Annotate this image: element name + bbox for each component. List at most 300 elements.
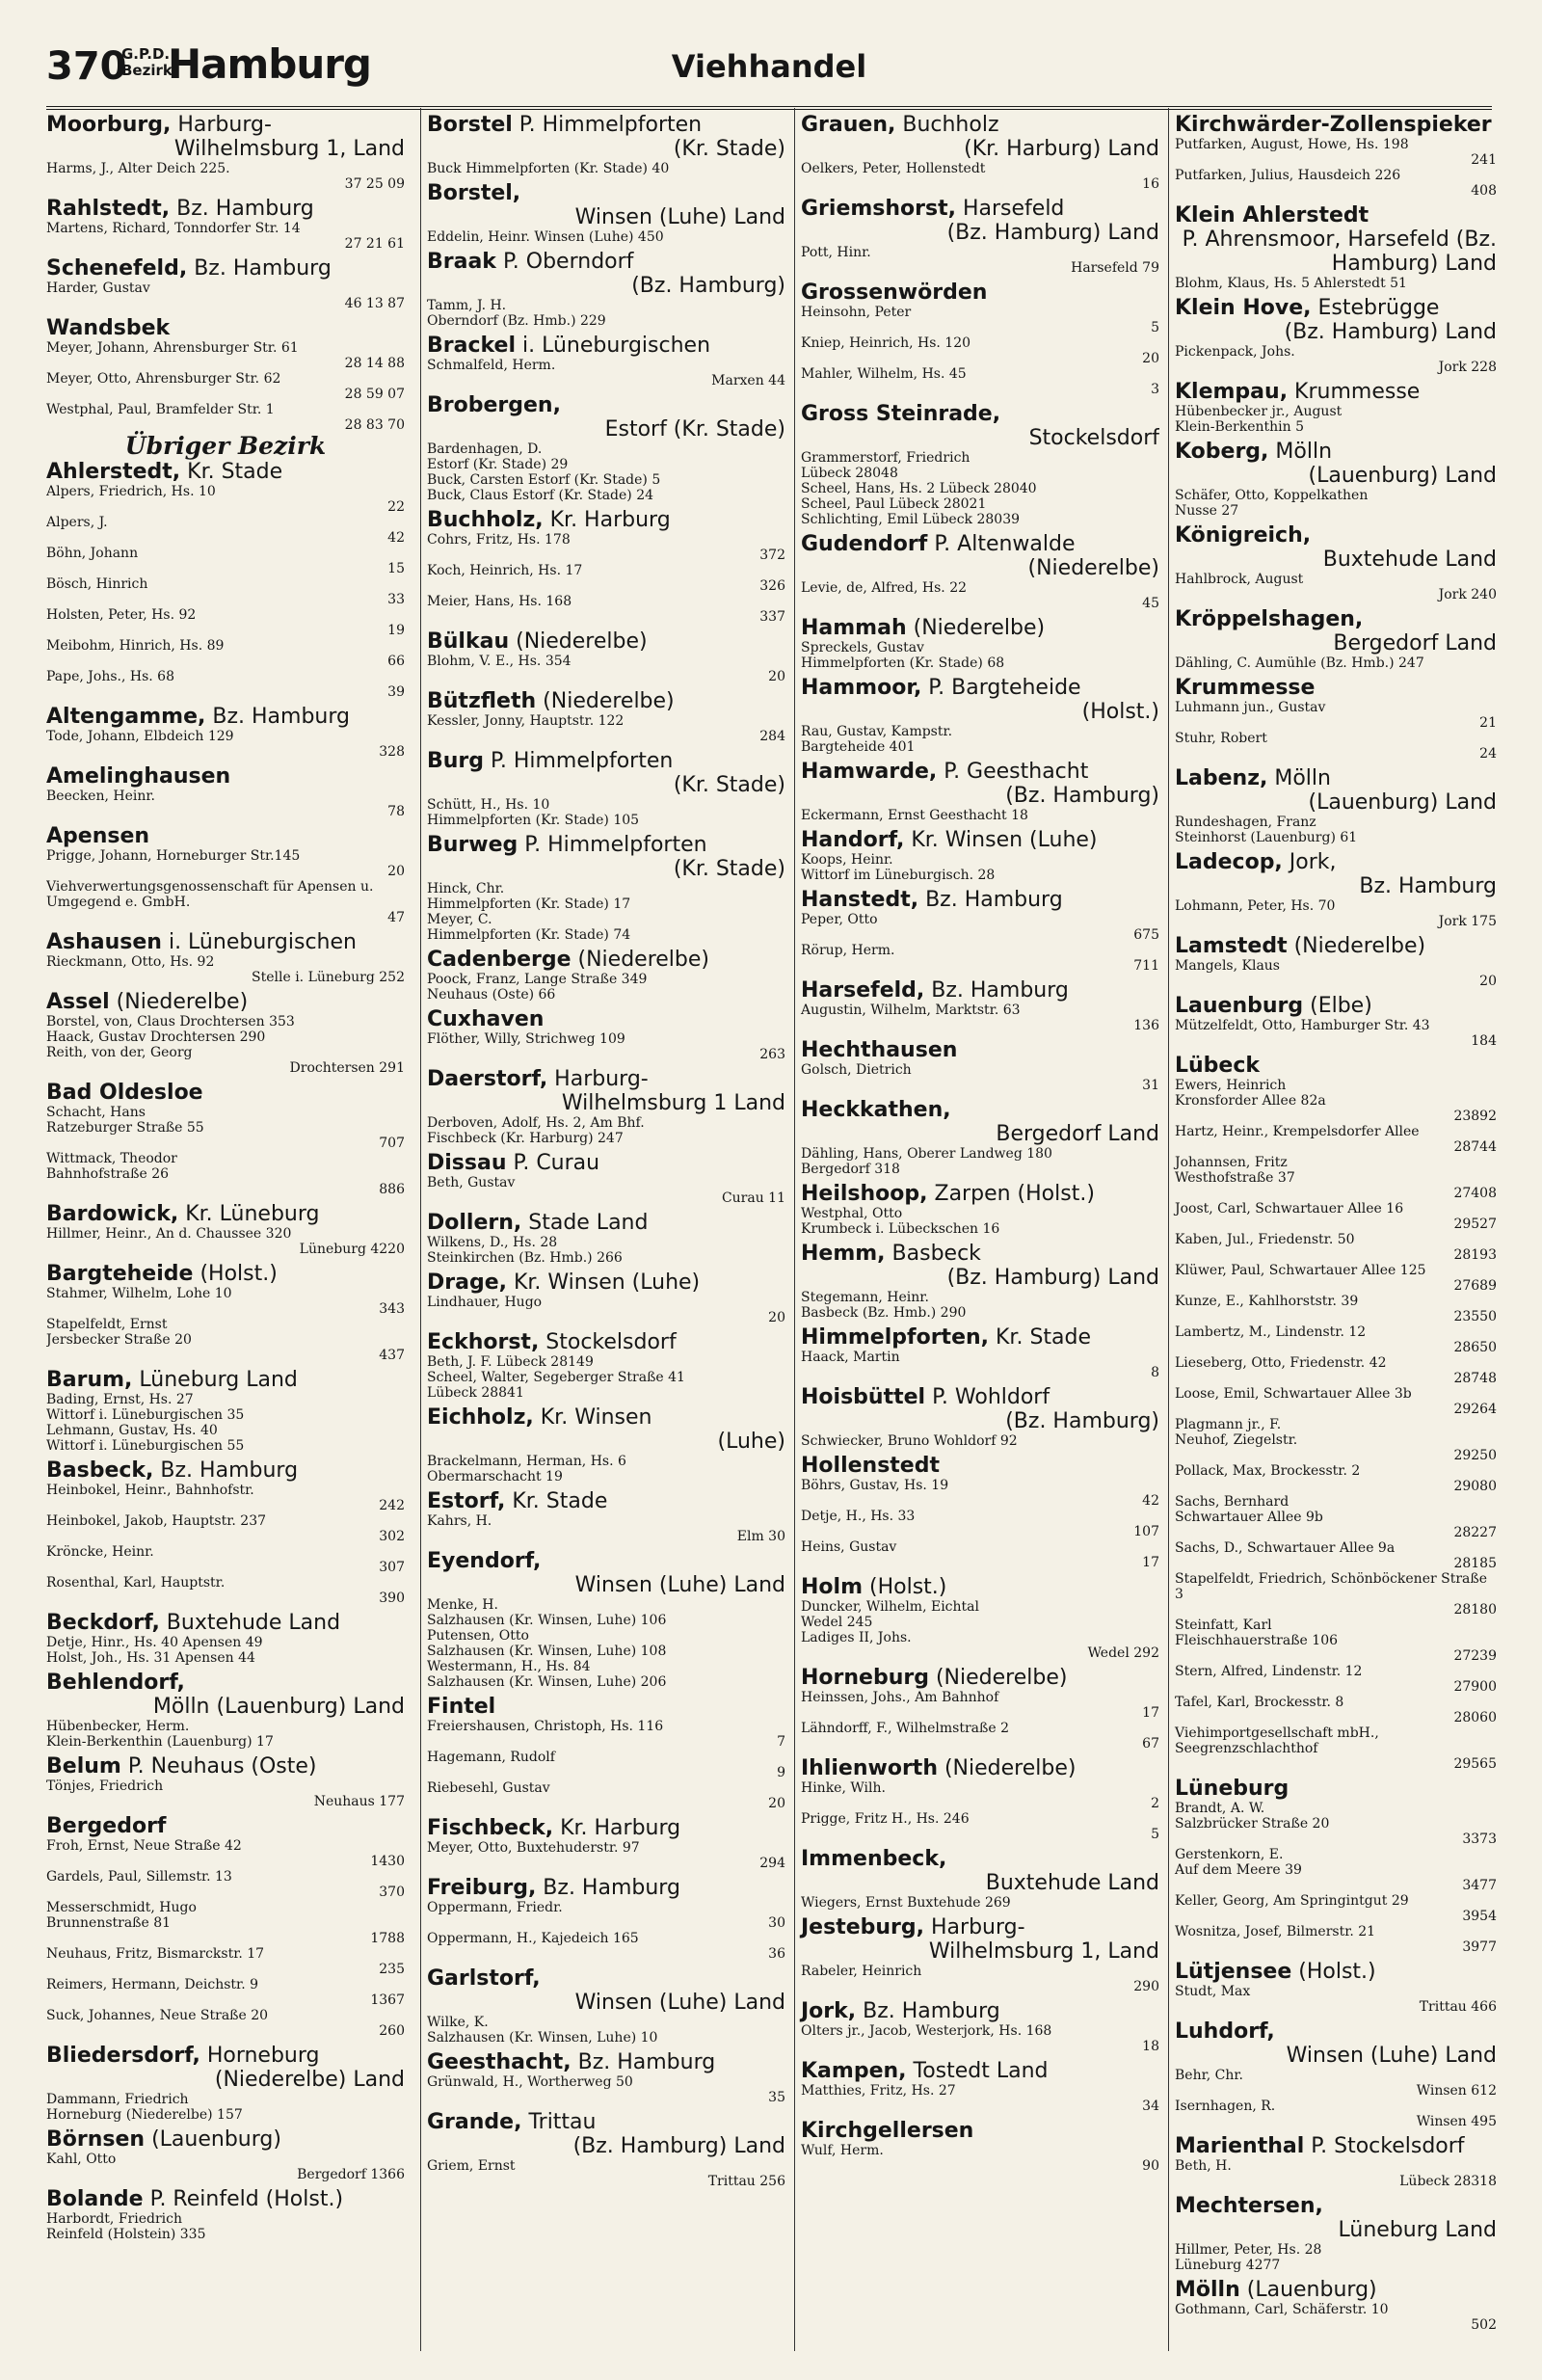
place-heading	[801, 1999, 1159, 2023]
place-name: Lauenburg	[1175, 994, 1304, 1018]
listing-entry	[46, 1286, 405, 1317]
entry-text: Himmelpforten (Kr. Stade) 68	[801, 655, 1005, 671]
entry-phone: 28748	[1453, 1371, 1497, 1386]
place-name: Kirchwärder-Zollenspieker	[1175, 113, 1492, 137]
place-name: Lütjensee	[1175, 1960, 1292, 1984]
place-location-continued: (Kr. Harburg) Land	[964, 137, 1159, 161]
place-heading	[427, 629, 785, 654]
entry-text: Buck, Claus Estorf (Kr. Stade) 24	[427, 488, 654, 503]
listing-entry	[46, 607, 405, 638]
entry-text: Haack, Martin	[801, 1350, 900, 1365]
entry-text: Koops, Heinr.	[801, 852, 893, 868]
entry-phone: 20	[1142, 351, 1159, 366]
listing-entry	[46, 1869, 405, 1900]
place-name: Handorf,	[801, 828, 905, 852]
entry-text: Froh, Ernst, Neue Straße 42	[46, 1837, 242, 1854]
entry-phone: 42	[387, 529, 405, 546]
listing-entry	[801, 1964, 1159, 1994]
entry-text: Pickenpack, Johs.	[1175, 344, 1295, 360]
entry-phone: 3	[1151, 382, 1159, 397]
entry-text: Tönjes, Friedrich	[46, 1778, 164, 1794]
listing-entry	[801, 2083, 1159, 2114]
column-3	[794, 108, 1159, 2351]
entry-text: Ewers, Heinrich	[1175, 1078, 1287, 1093]
listing-entry	[801, 1630, 1159, 1661]
place-name: Barum,	[46, 1367, 133, 1392]
entry-phone: 260	[379, 2022, 405, 2039]
listing-entry	[801, 2023, 1159, 2054]
entry-phone: 29527	[1453, 1217, 1497, 1232]
place-heading	[801, 1756, 1159, 1780]
entry-phone: 30	[768, 1915, 785, 1931]
place-location: (Holst.)	[1291, 1960, 1376, 1984]
place-heading	[1175, 766, 1497, 815]
entry-text: Salzbrücker Straße 20	[1175, 1816, 1330, 1832]
entry-text: Rörup, Herm.	[801, 943, 895, 958]
entry-phone: 27239	[1453, 1648, 1497, 1664]
listing-entry	[1175, 276, 1497, 291]
place-name: Apensen	[46, 823, 150, 848]
place-location: Trittau	[521, 2110, 597, 2134]
place-location: (Niederelbe)	[509, 629, 648, 654]
place-heading	[1175, 2194, 1497, 2242]
listing-entry	[427, 987, 785, 1003]
entry-phone: 502	[1471, 2317, 1497, 2333]
listing-entry	[1175, 419, 1497, 435]
entry-phone: 33	[387, 591, 405, 607]
listing-entry	[1175, 1816, 1497, 1847]
place-location-continued: Lüneburg Land	[1338, 2218, 1497, 2242]
place-name: Luhdorf,	[1175, 2019, 1275, 2044]
listing-entry	[46, 1120, 405, 1151]
place-location: P. Himmelpforten	[484, 749, 674, 773]
place-heading	[46, 764, 405, 789]
entry-text: Böhrs, Gustav, Hs. 19	[801, 1478, 949, 1493]
place-name: Bardowick,	[46, 1201, 179, 1226]
place-name: Grauen,	[801, 113, 896, 137]
entry-text: Mahler, Wilhelm, Hs. 45	[801, 366, 967, 382]
entry-text: Harbordt, Friedrich	[46, 2210, 182, 2227]
entry-text: Isernhagen, R.	[1175, 2099, 1276, 2114]
entry-phone: 284	[759, 729, 785, 744]
entry-text: Heinssen, Johs., Am Bahnhof	[801, 1690, 999, 1705]
place-location: Kr. Lüneburg	[178, 1201, 320, 1226]
entry-phone: Trittau 466	[1419, 1999, 1497, 2015]
place-heading	[801, 978, 1159, 1003]
place-name: Jork,	[801, 1999, 857, 2023]
listing-entry	[1175, 344, 1497, 375]
listing-entry	[427, 2015, 785, 2030]
listing-entry	[46, 638, 405, 669]
entry-phone: 27 21 61	[344, 236, 405, 252]
entry-text: Rabeler, Heinrich	[801, 1964, 922, 1979]
entry-phone: Wedel 292	[1087, 1645, 1159, 1661]
entry-phone: 28 14 88	[344, 356, 405, 371]
place-heading	[46, 1611, 405, 1635]
listing-entry	[1175, 700, 1497, 731]
place-heading	[801, 1915, 1159, 1964]
entry-phone: 31	[1142, 1078, 1159, 1093]
place-name: Wandsbek	[46, 316, 171, 340]
entry-text: Stahmer, Wilhelm, Lohe 10	[46, 1285, 232, 1301]
entry-text: Luhmann jun., Gustav	[1175, 700, 1326, 715]
listing-entry	[801, 1690, 1159, 1721]
place-name: Buchholz,	[427, 508, 544, 532]
listing-entry	[1175, 1862, 1497, 1893]
entry-phone: 307	[379, 1559, 405, 1575]
place-heading	[801, 197, 1159, 245]
listing-entry	[801, 512, 1159, 527]
entry-text: Mangels, Klaus	[1175, 958, 1280, 974]
place-heading	[427, 1549, 785, 1597]
listing-entry	[46, 729, 405, 760]
entry-text: Kahrs, H.	[427, 1513, 492, 1529]
place-location: Buxtehude Land	[159, 1610, 341, 1635]
entry-text: Joost, Carl, Schwartauer Allee 16	[1175, 1201, 1404, 1217]
entry-phone: Curau 11	[721, 1190, 785, 1206]
entry-phone: 28650	[1453, 1340, 1497, 1355]
entry-text: Dähling, Hans, Oberer Landweg 180	[801, 1146, 1052, 1162]
listing-entry	[1175, 2099, 1497, 2129]
entry-text: Auf dem Meere 39	[1175, 1862, 1302, 1878]
place-location: (Lauenburg)	[145, 2126, 281, 2152]
listing-entry	[801, 245, 1159, 276]
place-heading	[427, 948, 785, 972]
entry-phone: 20	[1479, 974, 1497, 989]
entry-text: Lüneburg 4277	[1175, 2258, 1281, 2273]
listing-entry	[1175, 1018, 1497, 1049]
place-location: Basbeck	[885, 1242, 981, 1266]
place-location-continued: Mölln (Lauenburg) Land	[152, 1694, 405, 1719]
entry-phone: 28 59 07	[344, 387, 405, 402]
entry-phone: 8	[1151, 1365, 1159, 1380]
listing-entry	[427, 1454, 785, 1469]
entry-text: Hübenbecker, Herm.	[46, 1718, 190, 1734]
entry-text: Dähling, C. Aumühle (Bz. Hmb.) 247	[1175, 655, 1424, 671]
entry-text: Westphal, Paul, Bramfelder Str. 1	[46, 402, 275, 417]
entry-phone: 263	[759, 1047, 785, 1062]
entry-text: Alpers, Friedrich, Hs. 10	[46, 483, 216, 499]
place-name: Bülkau	[427, 629, 510, 654]
columns	[46, 108, 1497, 2351]
place-heading	[46, 256, 405, 281]
place-name: Ladecop,	[1175, 850, 1283, 874]
entry-phone: 675	[1133, 927, 1159, 943]
entry-phone: 711	[1133, 958, 1159, 974]
entry-text: Haack, Gustav Drochtersen 290	[46, 1029, 266, 1045]
entry-phone: 241	[1471, 152, 1497, 168]
entry-phone: 3954	[1462, 1909, 1497, 1924]
listing-entry	[427, 229, 785, 245]
listing-entry	[1175, 1201, 1497, 1232]
listing-entry	[427, 1840, 785, 1871]
listing-entry	[1175, 2242, 1497, 2258]
listing-entry	[427, 1295, 785, 1325]
entry-text: Ratzeburger Straße 55	[46, 1119, 204, 1136]
header-abbr-top: G.P.D.	[121, 45, 171, 63]
place-heading	[801, 1182, 1159, 1206]
place-location: Harburg-	[547, 1067, 649, 1091]
place-heading	[1175, 676, 1497, 700]
listing-entry	[1175, 731, 1497, 762]
listing-entry	[427, 313, 785, 329]
place-heading	[427, 181, 785, 229]
entry-phone: 28227	[1453, 1525, 1497, 1540]
entry-text: Beth, Gustav	[427, 1175, 516, 1190]
entry-phone: 326	[759, 578, 785, 594]
entry-phone: 39	[387, 683, 405, 700]
place-location-continued: (Luhe)	[717, 1430, 785, 1454]
place-heading	[46, 113, 405, 161]
place-location-continued: Winsen (Luhe) Land	[574, 1573, 785, 1597]
entry-phone: 337	[759, 609, 785, 625]
entry-phone: 67	[1142, 1736, 1159, 1752]
listing-entry	[46, 1045, 405, 1076]
place-heading	[427, 1270, 785, 1295]
entry-text: Salzhausen (Kr. Winsen, Luhe) 108	[427, 1644, 667, 1659]
entry-text: Messerschmidt, Hugo	[46, 1899, 197, 1915]
place-location-continued: (Holst.)	[1081, 700, 1159, 724]
entry-text: Wilke, K.	[427, 2015, 489, 2030]
entry-text: Putfarken, August, Howe, Hs. 198	[1175, 137, 1409, 152]
listing-entry	[801, 1146, 1159, 1162]
entry-text: Hartz, Heinr., Krempelsdorfer Allee	[1175, 1124, 1420, 1139]
place-location: i. Lüneburgischen	[516, 334, 711, 358]
entry-text: Beth, H.	[1175, 2158, 1232, 2174]
entry-text: Johannsen, Fritz	[1175, 1155, 1288, 1170]
listing-entry	[1175, 1124, 1497, 1155]
entry-text: Mützelfeldt, Otto, Hamburger Str. 43	[1175, 1018, 1430, 1033]
place-name: Daerstorf,	[427, 1067, 548, 1091]
place-location-continued: (Bz. Hamburg) Land	[572, 2134, 785, 2158]
listing-entry	[427, 1031, 785, 1062]
place-name: Borstel	[427, 113, 513, 137]
entry-text: Blohm, V. E., Hs. 354	[427, 654, 572, 669]
entry-phone: 390	[379, 1590, 405, 1606]
listing-entry	[427, 1235, 785, 1250]
place-heading	[801, 113, 1159, 161]
entry-text: Detje, H., Hs. 33	[801, 1509, 916, 1524]
listing-entry	[801, 1539, 1159, 1570]
place-location: (Niederelbe)	[906, 616, 1046, 640]
place-name: Marienthal	[1175, 2134, 1305, 2158]
entry-text: Oelkers, Peter, Hollenstedt	[801, 161, 986, 176]
entry-text: Plagmann jr., F.	[1175, 1417, 1282, 1432]
entry-text: Griem, Ernst	[427, 2158, 516, 2174]
listing-entry	[801, 366, 1159, 397]
listing-entry	[46, 1030, 405, 1045]
entry-text: Lindhauer, Hugo	[427, 1295, 543, 1310]
column-2	[420, 108, 785, 2351]
listing-entry	[801, 335, 1159, 366]
listing-entry	[46, 340, 405, 371]
entry-phone: 29080	[1453, 1479, 1497, 1494]
place-location: (Elbe)	[1303, 994, 1372, 1018]
place-location-continued: Wilhelmsburg 1, Land	[928, 1939, 1159, 1964]
listing-entry	[427, 912, 785, 927]
entry-phone: 23550	[1453, 1309, 1497, 1324]
place-heading	[427, 1330, 785, 1354]
place-heading	[801, 1454, 1159, 1478]
entry-phone: Lübeck 28318	[1399, 2174, 1497, 2189]
entry-phone: Jork 175	[1438, 914, 1497, 929]
entry-phone: 328	[379, 743, 405, 760]
listing-entry	[46, 1438, 405, 1454]
place-name: Bützfleth	[427, 689, 537, 713]
listing-entry	[1175, 1725, 1497, 1772]
listing-entry	[46, 1166, 405, 1197]
place-location: Bz. Hamburg	[205, 704, 350, 729]
listing-entry	[801, 1478, 1159, 1509]
entry-text: Prigge, Fritz H., Hs. 246	[801, 1811, 970, 1827]
entry-text: Matthies, Fritz, Hs. 27	[801, 2083, 956, 2099]
listing-entry	[46, 281, 405, 311]
place-heading	[46, 705, 405, 729]
entry-text: Rosenthal, Karl, Hauptstr.	[46, 1574, 226, 1591]
entry-phone: 370	[379, 1884, 405, 1900]
listing-entry	[801, 852, 1159, 868]
entry-text: Viehverwertungsgenossenschaft für Apensen u. Umgegend e. GmbH.	[46, 878, 374, 910]
place-location-continued: Winsen (Luhe) Land	[1286, 2044, 1497, 2068]
listing-entry	[427, 2030, 785, 2046]
place-location: Krummesse	[1288, 380, 1421, 404]
listing-entry	[801, 1350, 1159, 1380]
entry-phone: 22	[387, 498, 405, 515]
place-location: Lüneburg Land	[132, 1367, 298, 1392]
entry-text: Wosnitza, Josef, Bilmerstr. 21	[1175, 1924, 1376, 1939]
place-name: Immenbeck,	[801, 1847, 947, 1871]
entry-text: Westphal, Otto	[801, 1206, 903, 1221]
place-location-continued: Bergedorf Land	[1333, 631, 1497, 655]
column-4	[1168, 108, 1497, 2351]
listing-entry	[427, 1719, 785, 1750]
entry-text: Wedel 245	[801, 1615, 873, 1630]
listing-entry	[427, 358, 785, 388]
listing-entry	[427, 1370, 785, 1385]
listing-entry	[46, 1635, 405, 1650]
listing-entry	[1175, 137, 1497, 168]
entry-phone: 29250	[1453, 1448, 1497, 1463]
entry-phone: 3477	[1462, 1878, 1497, 1893]
place-name: Assel	[46, 989, 110, 1014]
entry-text: Schütt, H., Hs. 10	[427, 797, 550, 813]
place-location-continued: (Niederelbe)	[1027, 556, 1159, 580]
entry-phone: 24	[1479, 746, 1497, 762]
listing-entry	[427, 972, 785, 987]
entry-text: Lehmann, Gustav, Hs. 40	[46, 1422, 218, 1438]
entry-text: Lübeck 28841	[427, 1385, 524, 1401]
entry-phone: 27900	[1453, 1679, 1497, 1695]
place-name: Bargteheide	[46, 1261, 194, 1286]
listing-entry	[46, 2152, 405, 2182]
listing-entry	[46, 402, 405, 433]
place-heading	[801, 1242, 1159, 1290]
entry-text: Wittorf im Lüneburgisch. 28	[801, 868, 996, 883]
entry-phone: 136	[1133, 1018, 1159, 1033]
place-location: P. Altenwalde	[927, 532, 1076, 556]
place-location-continued: Bergedorf Land	[996, 1122, 1159, 1146]
place-heading	[427, 250, 785, 298]
listing-entry	[1175, 958, 1497, 989]
place-heading	[801, 828, 1159, 852]
listing-entry	[801, 450, 1159, 466]
column-1	[46, 108, 405, 2351]
listing-entry	[427, 813, 785, 828]
entry-text: Loose, Emil, Schwartauer Allee 3b	[1175, 1386, 1412, 1402]
place-location: Bz. Hamburg	[571, 2050, 716, 2074]
place-name: Dollern,	[427, 1211, 522, 1235]
place-location: Bz. Hamburg	[170, 197, 314, 221]
place-location: (Holst.)	[193, 1261, 278, 1286]
listing-entry	[46, 669, 405, 700]
place-location: Bz. Hamburg	[187, 256, 332, 281]
listing-entry	[46, 1483, 405, 1513]
entry-text: Meyer, Johann, Ahrensburger Str. 61	[46, 340, 299, 356]
entry-phone: 3373	[1462, 1832, 1497, 1847]
listing-entry	[427, 457, 785, 472]
listing-entry	[1175, 898, 1497, 929]
entry-text: Tode, Johann, Elbdeich 129	[46, 728, 234, 744]
entry-phone: 7	[777, 1734, 785, 1750]
place-location: Mölln	[1267, 766, 1331, 790]
entry-phone: 35	[768, 2090, 785, 2105]
place-location-continued: (Bz. Hamburg)	[1005, 784, 1159, 808]
entry-text: Reimers, Hermann, Deichstr. 9	[46, 1976, 259, 1992]
entry-phone: 28180	[1453, 1602, 1497, 1618]
place-location-continued: P. Ahrensmoor, Harsefeld (Bz. Hamburg) Land	[1182, 227, 1497, 276]
place-heading	[801, 2059, 1159, 2083]
place-heading	[427, 393, 785, 441]
listing-entry	[427, 488, 785, 503]
place-name: Rahlstedt,	[46, 197, 171, 221]
place-location: Buchholz	[895, 113, 999, 137]
entry-phone: 45	[1142, 596, 1159, 611]
entry-phone: 29565	[1453, 1756, 1497, 1772]
listing-entry	[427, 2074, 785, 2105]
entry-text: Stern, Alfred, Lindenstr. 12	[1175, 1664, 1363, 1679]
entry-text: Reith, von der, Georg	[46, 1044, 193, 1060]
place-heading	[1175, 203, 1497, 276]
entry-text: Stuhr, Robert	[1175, 731, 1267, 746]
listing-entry	[427, 927, 785, 943]
place-location: Bz. Hamburg	[536, 1876, 680, 1900]
place-name: Mechtersen,	[1175, 2194, 1323, 2218]
entry-phone: Neuhaus 177	[313, 1793, 405, 1809]
entry-text: Kahl, Otto	[46, 2151, 117, 2167]
place-name: Garlstorf,	[427, 1966, 541, 1991]
place-name: Hamwarde,	[801, 760, 938, 784]
entry-text: Peper, Otto	[801, 912, 878, 927]
place-heading	[1175, 296, 1497, 344]
place-heading	[46, 1458, 405, 1483]
entry-text: Kröncke, Heinr.	[46, 1543, 154, 1560]
listing-entry	[46, 161, 405, 192]
listing-entry	[427, 532, 785, 563]
place-heading	[46, 990, 405, 1014]
listing-entry	[801, 808, 1159, 823]
listing-entry	[801, 481, 1159, 496]
entry-text: Poock, Franz, Lange Straße 349	[427, 972, 648, 987]
place-heading	[427, 689, 785, 713]
place-location-continued: (Bz. Hamburg)	[631, 274, 785, 298]
entry-text: Heins, Gustav	[801, 1539, 897, 1555]
place-name: Jesteburg,	[801, 1915, 925, 1939]
listing-entry	[46, 954, 405, 985]
place-location-continued: Buxtehude Land	[985, 1871, 1159, 1895]
entry-text: Borstel, von, Claus Drochtersen 353	[46, 1013, 295, 1030]
entry-text: Koch, Heinrich, Hs. 17	[427, 563, 583, 578]
entry-text: Schwiecker, Bruno Wohldorf 92	[801, 1433, 1018, 1449]
